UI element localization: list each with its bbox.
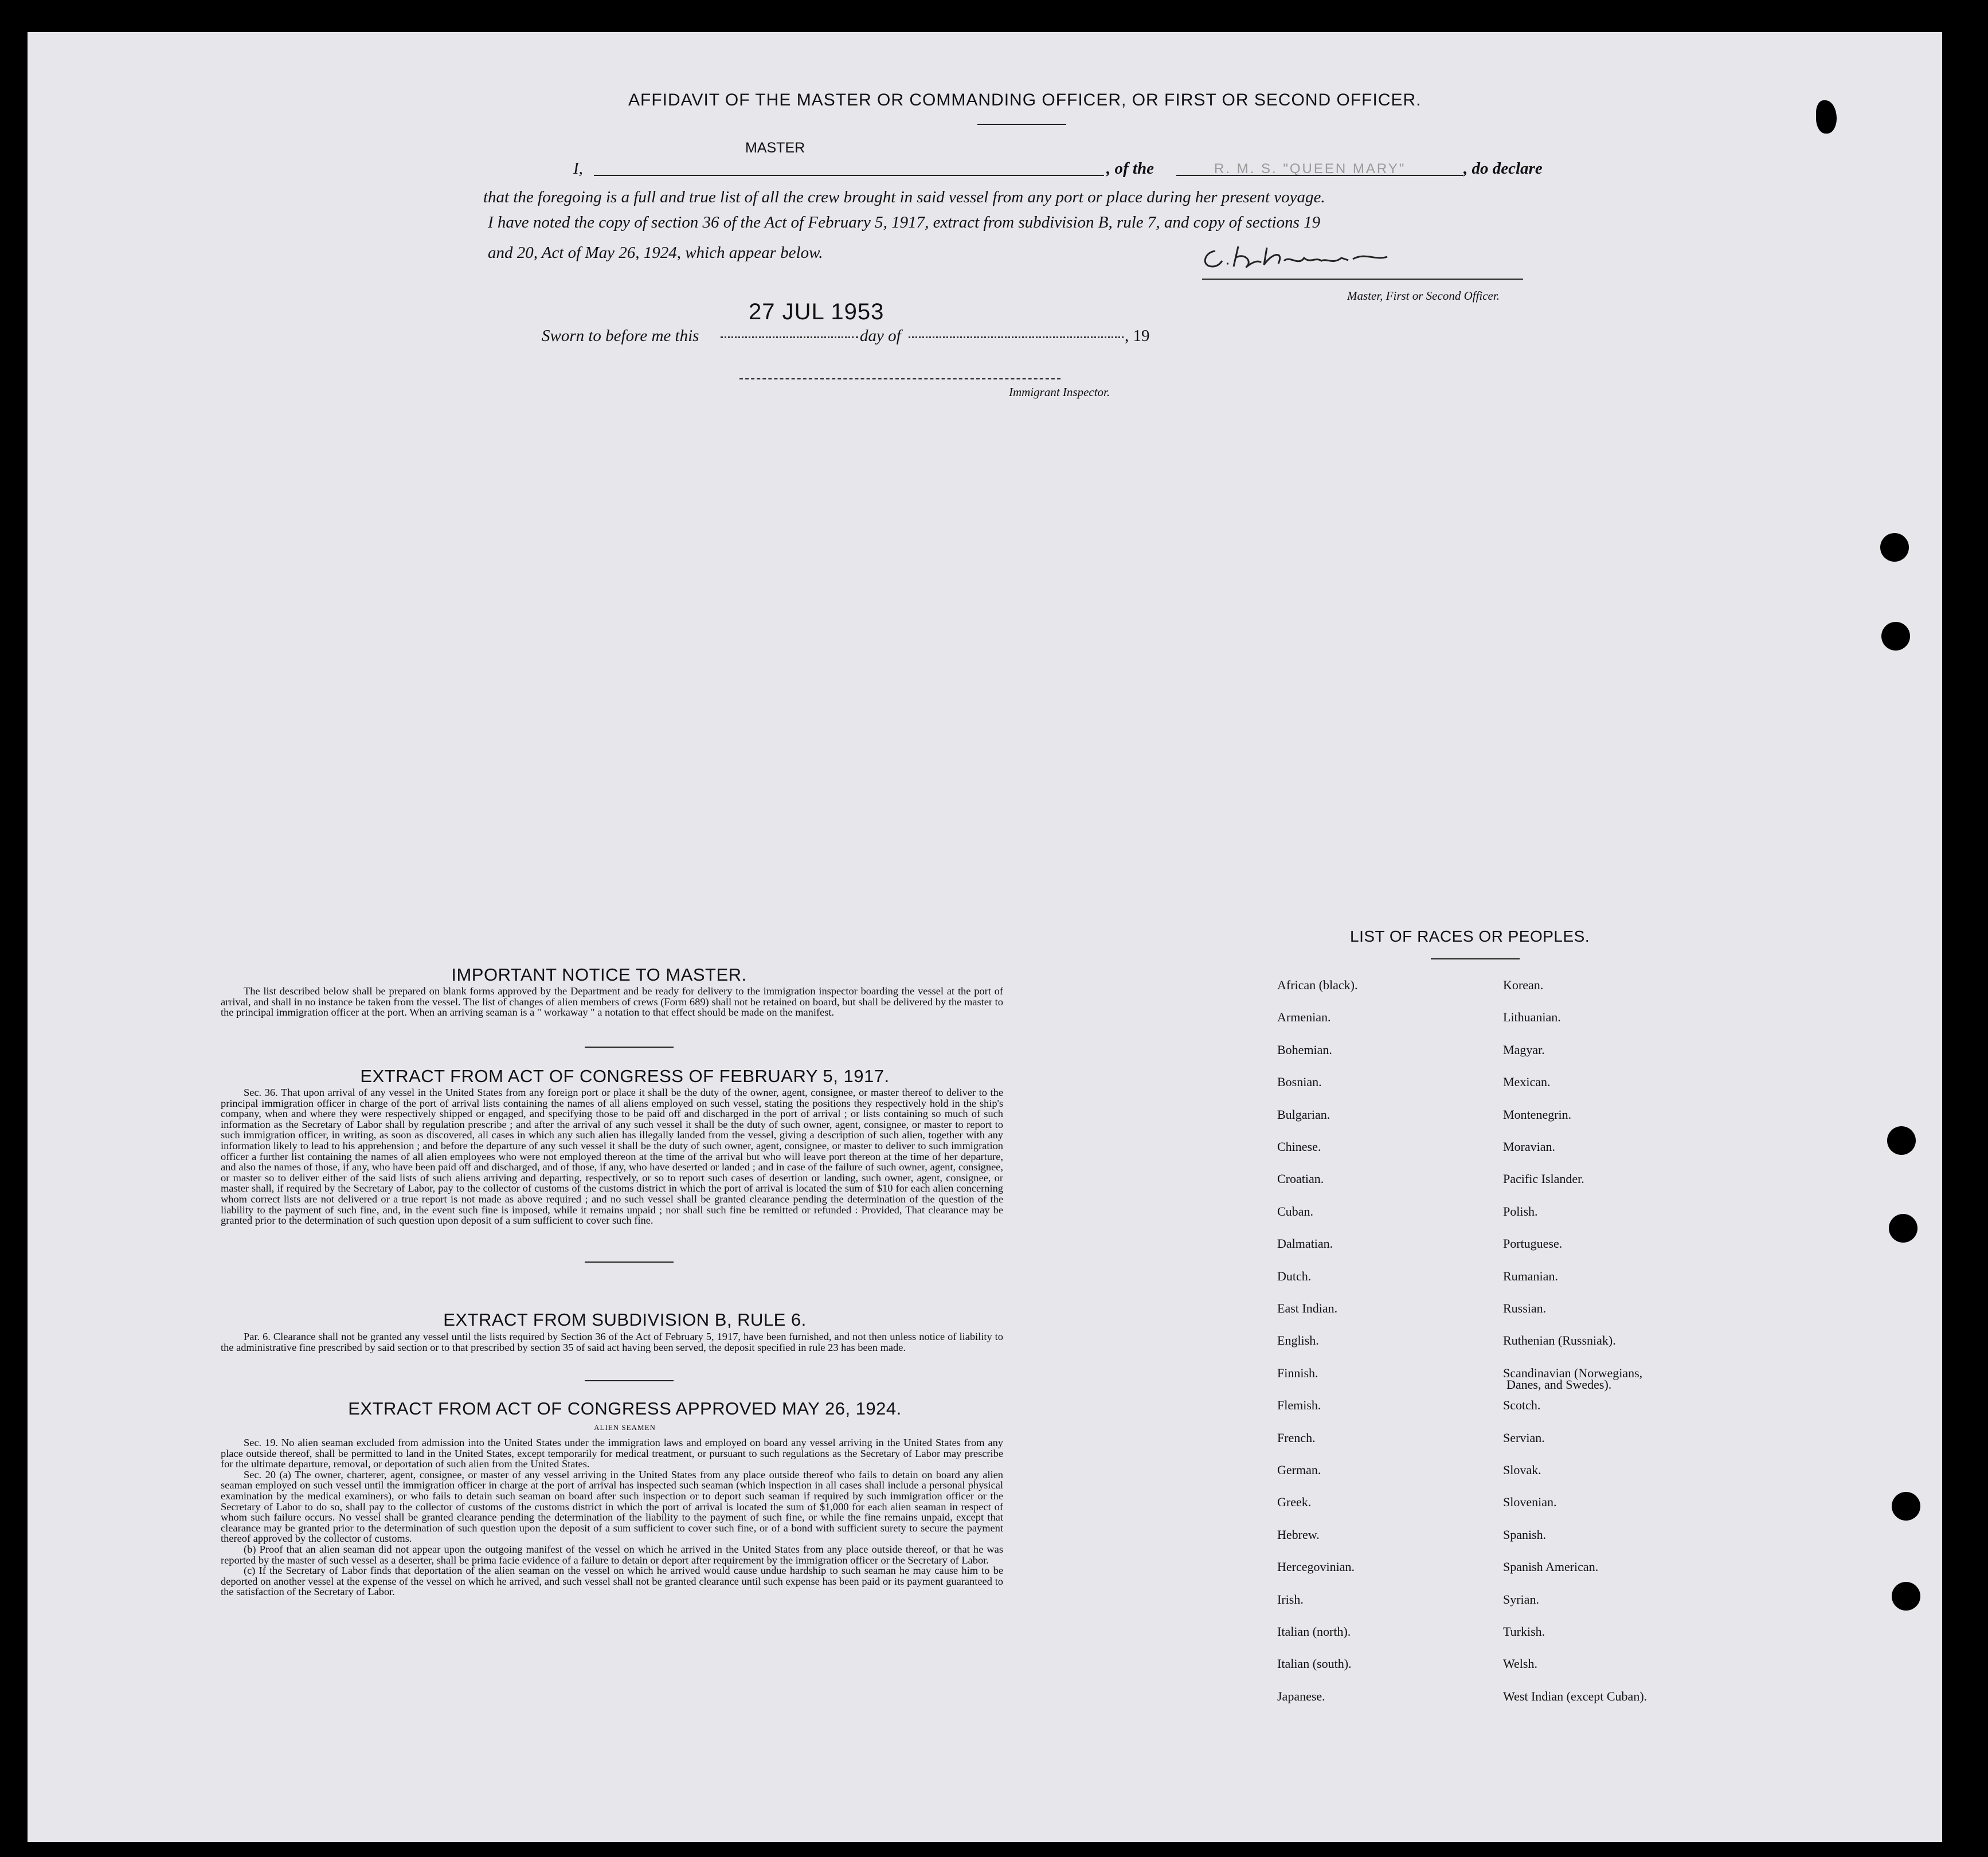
race-item: English. [1277, 1333, 1319, 1347]
race-item: Spanish American. [1503, 1560, 1599, 1574]
race-item: Turkish. [1503, 1624, 1545, 1639]
race-item: Finnish. [1277, 1366, 1318, 1380]
race-item: Cuban. [1277, 1204, 1313, 1219]
race-item: Korean. [1503, 978, 1544, 992]
race-item: Slovenian. [1503, 1495, 1557, 1509]
master-signature [1198, 235, 1404, 275]
year-prefix: , 19 [1125, 327, 1150, 345]
race-item: African (black). [1277, 978, 1358, 992]
section-20c-text: (c) If the Secretary of Labor finds that deportation of the alien seaman on the vessel on which he arrived would cause undue hardship to such seaman he may cause him to be deported on another vessel at the expense of the vessel on which he arrived, and such vessel shall not be granted clearance until such expense has been paid or its payment guaranteed to the satisfaction of the Secretary of Labor. [221, 1565, 1003, 1598]
day-of-text: day of [860, 327, 901, 345]
race-item: East Indian. [1277, 1301, 1338, 1315]
date-stamp: 27 JUL 1953 [749, 299, 885, 324]
race-item: Welsh. [1503, 1656, 1537, 1671]
race-item: Slovak. [1503, 1463, 1541, 1477]
signature-line [1202, 279, 1523, 280]
inspector-caption: Immigrant Inspector. [1009, 385, 1110, 399]
sworn-day-field[interactable] [721, 336, 858, 338]
notice-title: IMPORTANT NOTICE TO MASTER. [451, 965, 747, 985]
sworn-text: Sworn to before me this [542, 327, 699, 345]
race-item: Flemish. [1277, 1398, 1321, 1412]
race-item: Chinese. [1277, 1139, 1321, 1154]
subdivision-b-body [221, 1331, 1003, 1353]
rank-stamp: MASTER [745, 140, 805, 156]
race-item: Bulgarian. [1277, 1107, 1330, 1122]
affidavit-line-3: I have noted the copy of section 36 of the Act of February 5, 1917, extract from subdivision B, rule 7, and copy of sections 19 [488, 213, 1321, 232]
binder-hole [1881, 622, 1910, 651]
race-item: Montenegrin. [1503, 1107, 1572, 1122]
vessel-line [1176, 175, 1463, 176]
race-item: Syrian. [1503, 1592, 1539, 1607]
race-item: Rumanian. [1503, 1269, 1558, 1283]
race-item: Bosnian. [1277, 1075, 1322, 1089]
affidavit-i: I, [573, 159, 583, 178]
binder-hole [1892, 1582, 1920, 1611]
affidavit-line-4: and 20, Act of May 26, 1924, which appear below. [488, 244, 823, 262]
race-item: Servian. [1503, 1431, 1545, 1445]
race-item: French. [1277, 1431, 1316, 1445]
section-36-text: Sec. 36. That upon arrival of any vessel in the United States from any foreign port or place it shall be the duty of the owner, agent, consignee, or master thereof to deliver to the principal immigration officer in charge of the port of arrival lists containing the names of all aliens employed on such vessel, stating the positions they respectively hold in the ship's company, when and where they were respectively shipped or engaged, and specifying those to be paid off and discharged in the port of arrival ; or lists containing so much of such information as the Secretary of Labor shall by regulation prescribe ; and after the arrival of any such vessel it shall be the duty of such owner, agent, consignee, or master to report to such immigration officer, in writing, as soon as discovered, all cases in which any such alien has illegally landed from the vessel, giving a description of such alien, together with any information likely to lead to his apprehension ; and before the departure of any such vessel it shall be the duty of such owner, agent, consignee, or master to deliver to such immigration officer a further list containing the names of all alien employees who were not employed thereon at the time of the arrival but who will leave port thereon at the time of her departure, and also the names of those, if any, who have been paid off and discharged, and of those, if any, who have deserted or landed ; and in case of the failure of such owner, agent, consignee, or master so to deliver either of the said lists of such aliens arriving and departing, respectively, or so to report such cases of desertion or landing, such owner, agent, consignee, or master shall, if required by the Secretary of Labor, pay to the collector of customs of the customs district in which the port of arrival is located the sum of $10 for each alien concerning whom correct lists are not delivered or a true report is not made as above required ; and no such vessel shall be granted clearance pending the determination of the question of the liability to the payment of such fine, and, in the event such fine is imposed, while it remains unpaid ; nor shall such fine be remitted or refunded : Provided, That clearance may be granted prior to the determination of such question upon deposit of a sum sufficient to cover such fine. [221, 1087, 1003, 1227]
extract-1924-title: EXTRACT FROM ACT OF CONGRESS APPROVED MAY 26, 1924. [348, 1398, 902, 1419]
section-20b-text: (b) Proof that an alien seaman did not appear upon the outgoing manifest of the vessel on which he arrived in the United States from any place outside thereof, or that he was reported by the master of such vessel as a deserter, shall be prima facie evidence of a failure to detain or deport after requirement by the immigration officer or the Secretary of Labor. [221, 1543, 1003, 1566]
binder-hole [1887, 1126, 1916, 1155]
affidavit-title: AFFIDAVIT OF THE MASTER OR COMMANDING OFFICER, OR FIRST OR SECOND OFFICER. [628, 91, 1422, 109]
race-item: Dalmatian. [1277, 1236, 1333, 1251]
master-name-line[interactable] [594, 175, 1104, 176]
race-item: Ruthenian (Russniak). [1503, 1333, 1616, 1347]
race-scandinavian-continuation: Danes, and Swedes). [1506, 1377, 1612, 1392]
subdivision-b-title: EXTRACT FROM SUBDIVISION B, RULE 6. [443, 1310, 807, 1330]
rule-6-text: Par. 6. Clearance shall not be granted any vessel until the lists required by Section 36 of the Act of February 5, 1917, have been furnished, and not then unless notice of liability to the administrative fine prescribed by said section or to that prescribed by section 35 of said act having been served, the deposit specified in rule 23 has been made. [221, 1331, 1003, 1353]
sworn-month-field[interactable] [909, 336, 1124, 338]
race-item: Hebrew. [1277, 1527, 1320, 1542]
race-item: Pacific Islander. [1503, 1172, 1584, 1186]
race-item: Hercegovinian. [1277, 1560, 1355, 1574]
race-item: Spanish. [1503, 1527, 1547, 1542]
race-item: Magyar. [1503, 1043, 1545, 1057]
affidavit-do-declare: , do declare [1463, 159, 1543, 178]
binder-hole [1889, 1214, 1917, 1243]
race-item: Dutch. [1277, 1269, 1312, 1283]
race-item: Japanese. [1277, 1689, 1325, 1703]
divider-2 [585, 1261, 674, 1263]
extract-1924-body [221, 1437, 1003, 1597]
inspector-signature-line [739, 378, 1060, 379]
race-item: Moravian. [1503, 1139, 1556, 1154]
race-item: Mexican. [1503, 1075, 1551, 1089]
affidavit-line-2: that the foregoing is a full and true list of all the crew brought in said vessel from any port or place during her present voyage. [483, 188, 1325, 206]
title-rule [977, 124, 1066, 125]
divider-1 [585, 1047, 674, 1048]
section-20a-text: Sec. 20 (a) The owner, charterer, agent, consignee, or master of any vessel arriving in the United States from any place outside thereof who fails to detain on board any alien seaman employed on such vessel until the immigration officer in charge at the port of arrival has inspected such seaman (which inspection in all cases shall include a personal physical examination by the medical examiners), or who fails to detain such seaman on board after such inspection or to deport such seaman if required by such immigration officer or the Secretary of Labor to do so, shall pay to the collector of customs of the customs district in which the port of arrival is located the sum of $1,000 for each alien seaman in respect of whom such failure occurs. No vessel shall be granted clearance pending the determination of the liability to the payment of such fine, or while the fine remains unpaid, except that clearance may be granted prior to the determination of such question upon the deposit of a sum sufficient to cover such fine, or of a bond with sufficient surety to secure the payment thereof approved by the collector of customs. [221, 1468, 1003, 1545]
signer-caption: Master, First or Second Officer. [1347, 289, 1500, 303]
binder-hole [1892, 1492, 1920, 1521]
race-item: Italian (north). [1277, 1624, 1351, 1639]
race-item: Portuguese. [1503, 1236, 1563, 1251]
race-item: West Indian (except Cuban). [1503, 1689, 1647, 1703]
affidavit-of-the: , of the [1106, 159, 1154, 178]
race-item: Greek. [1277, 1495, 1312, 1509]
race-item: Scandinavian (Norwegians, [1503, 1366, 1643, 1380]
race-item: Scotch. [1503, 1398, 1541, 1412]
race-item: Polish. [1503, 1204, 1538, 1219]
vessel-name-stamp: R. M. S. "QUEEN MARY" [1214, 161, 1406, 177]
notice-paragraph: The list described below shall be prepared on blank forms approved by the Department and be ready for delivery to the immigration inspector boarding the vessel at the port of arrival, and shall in no instance be taken from the vessel. The list of changes of alien members of crews (Form 689) shall not be retained on board, but shall be delivered by the master to the principal immigration officer at the port. When an arriving seaman is a " workaway " a notation to that effect should be made on the manifest. [221, 985, 1003, 1018]
section-19-text: Sec. 19. No alien seaman excluded from admission into the United States under the immigration laws and employed on board any vessel arriving in the United States from any place outside thereof, shall be permitted to land in the United States, except temporarily for medical treatment, or pursuant to such regulations as the Secretary of Labor may prescribe for the ultimate departure, removal, or deportation of such alien from the United States. [221, 1437, 1003, 1470]
races-title: LIST OF RACES OR PEOPLES. [1350, 927, 1590, 945]
race-item: Italian (south). [1277, 1656, 1352, 1671]
races-rule [1431, 958, 1520, 959]
race-item: Irish. [1277, 1592, 1304, 1607]
extract-1917-title: EXTRACT FROM ACT OF CONGRESS OF FEBRUARY 5, 1917. [360, 1066, 890, 1086]
race-item: Bohemian. [1277, 1043, 1332, 1057]
race-item: Armenian. [1277, 1010, 1331, 1024]
binder-hole [1880, 533, 1909, 562]
extract-1917-body [221, 1087, 1003, 1226]
race-item: German. [1277, 1463, 1321, 1477]
race-item: Lithuanian. [1503, 1010, 1561, 1024]
alien-seamen-subtitle: ALIEN SEAMEN [594, 1423, 656, 1432]
divider-3 [585, 1380, 674, 1381]
race-item: Croatian. [1277, 1172, 1324, 1186]
race-item: Russian. [1503, 1301, 1547, 1315]
notice-body [221, 986, 1003, 1018]
